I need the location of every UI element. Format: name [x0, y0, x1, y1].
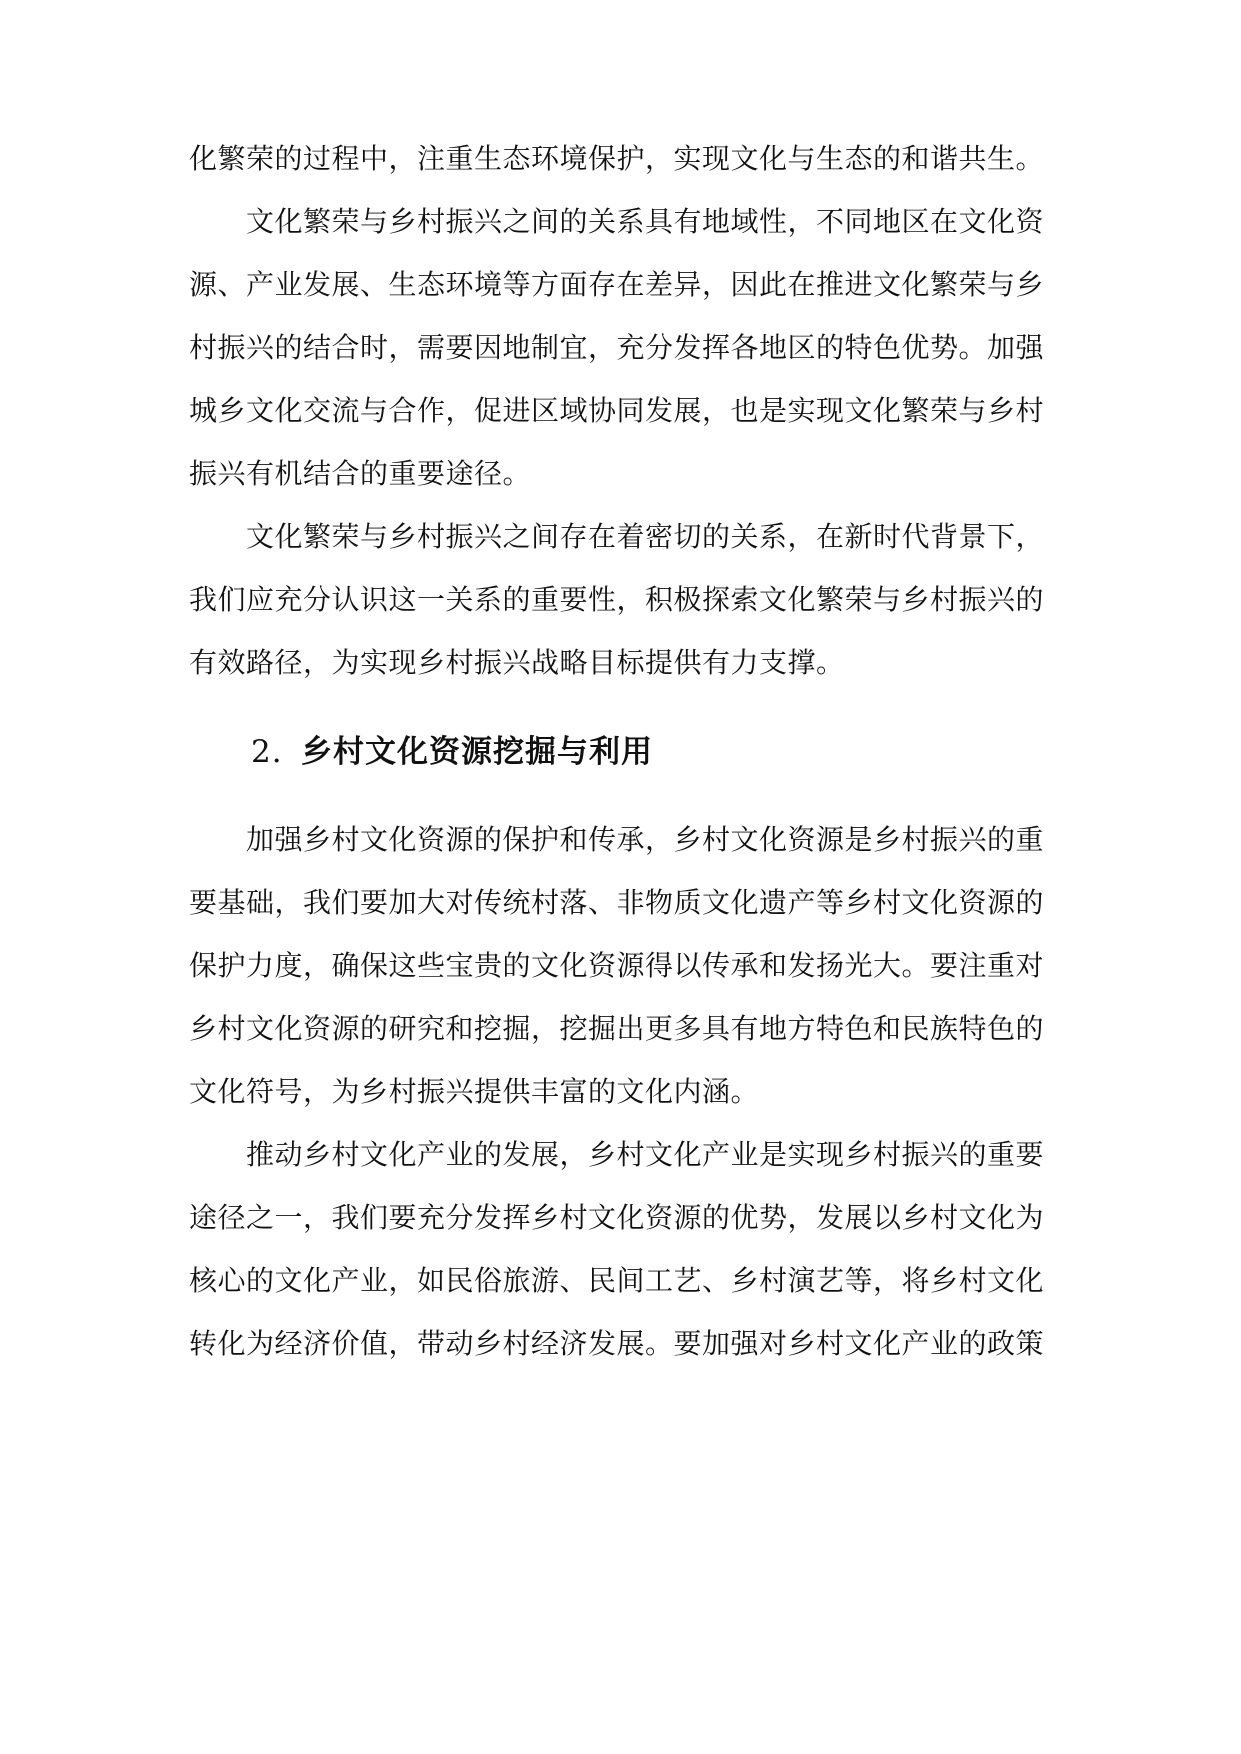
section-paragraph-1-line-2: 要基础，我们要加大对传统村落、非物质文化遗产等乡村文化资源的: [189, 886, 1045, 919]
section-number: 2.: [251, 734, 283, 770]
paragraph-2-line-5: 振兴有机结合的重要途径。: [189, 457, 532, 490]
paragraph-2-line-3: 村振兴的结合时，需要因地制宜，充分发挥各地区的特色优势。加强: [189, 331, 1045, 364]
section-paragraph-2-line-3: 核心的文化产业，如民俗旅游、民间工艺、乡村演艺等，将乡村文化: [189, 1264, 1045, 1297]
section-paragraph-1-line-5: 文化符号，为乡村振兴提供丰富的文化内涵。: [189, 1075, 760, 1108]
section-paragraph-1-line-1: 加强乡村文化资源的保护和传承，乡村文化资源是乡村振兴的重: [246, 823, 1045, 856]
paragraph-3-line-1: 文化繁荣与乡村振兴之间存在着密切的关系，在新时代背景下，: [246, 520, 1045, 553]
section-paragraph-2-line-4: 转化为经济价值，带动乡村经济发展。要加强对乡村文化产业的政策: [189, 1327, 1045, 1360]
section-paragraph-2-line-1: 推动乡村文化产业的发展，乡村文化产业是实现乡村振兴的重要: [246, 1138, 1045, 1171]
section-title: 乡村文化资源挖掘与利用: [301, 734, 653, 770]
paragraph-3-line-2: 我们应充分认识这一关系的重要性，积极探索文化繁荣与乡村振兴的: [189, 583, 1045, 616]
paragraph-2-line-4: 城乡文化交流与合作，促进区域协同发展，也是实现文化繁荣与乡村: [189, 394, 1045, 427]
section-heading: [251, 732, 653, 772]
paragraph-2-line-2: 源、产业发展、生态环境等方面存在差异，因此在推进文化繁荣与乡: [189, 268, 1045, 301]
section-paragraph-2-line-2: 途径之一，我们要充分发挥乡村文化资源的优势，发展以乡村文化为: [189, 1201, 1045, 1234]
paragraph-2-line-1: 文化繁荣与乡村振兴之间的关系具有地域性，不同地区在文化资: [246, 205, 1045, 238]
paragraph-3-line-3: 有效路径，为实现乡村振兴战略目标提供有力支撑。: [189, 646, 845, 679]
section-paragraph-1-line-3: 保护力度，确保这些宝贵的文化资源得以传承和发扬光大。要注重对: [189, 949, 1045, 982]
paragraph-1-line-1: 化繁荣的过程中，注重生态环境保护，实现文化与生态的和谐共生。: [189, 142, 1045, 175]
section-paragraph-1-line-4: 乡村文化资源的研究和挖掘，挖掘出更多具有地方特色和民族特色的: [189, 1012, 1045, 1045]
